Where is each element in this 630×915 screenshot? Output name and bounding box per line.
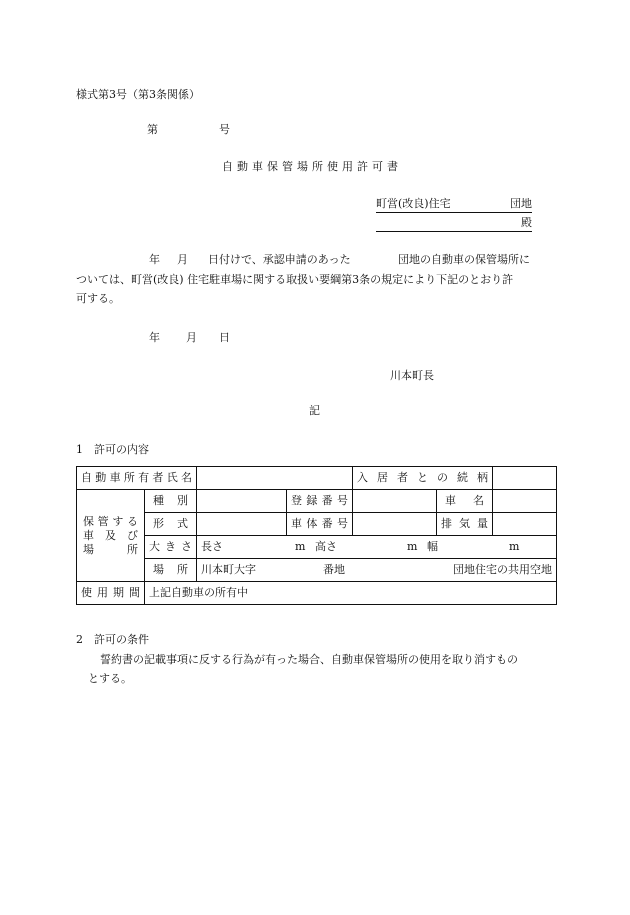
length-label: 長さ xyxy=(201,540,223,553)
relation-label: 入居者との続柄 xyxy=(353,467,493,490)
model-label: 形式 xyxy=(145,513,197,536)
permit-table xyxy=(76,466,557,605)
length-unit: m xyxy=(295,540,306,553)
width-label: 幅 xyxy=(427,540,438,553)
model-value[interactable] xyxy=(197,513,287,536)
date-year: 年 xyxy=(149,331,160,344)
condition-line-2: とする。 xyxy=(88,672,132,685)
table-row-place xyxy=(77,559,557,582)
reg-no-value[interactable] xyxy=(353,490,437,513)
reg-no-label: 登録番号 xyxy=(287,490,353,513)
table-row-period xyxy=(77,582,557,605)
place-banchi: 番地 xyxy=(323,563,345,576)
document-title: 自動車保管場所使用許可書 xyxy=(222,160,402,173)
paragraph-year: 年 xyxy=(149,253,160,266)
type-value[interactable] xyxy=(197,490,287,513)
height-label: 高さ xyxy=(315,540,337,553)
size-label: 大きさ xyxy=(145,536,197,559)
car-name-label: 車名 xyxy=(437,490,493,513)
paragraph-date-text: 日付けで、承認申請のあった xyxy=(208,253,351,266)
chassis-no-label: 車体番号 xyxy=(287,513,353,536)
displacement-value[interactable] xyxy=(493,513,557,536)
period-value: 上記自動車の所有中 xyxy=(145,582,557,605)
chassis-no-value[interactable] xyxy=(353,513,437,536)
relation-value[interactable] xyxy=(493,467,557,490)
paragraph-line-3: 可する。 xyxy=(76,292,120,305)
date-month: 月 xyxy=(186,331,197,344)
paragraph-line-2: ついては、町営(改良) 住宅駐車場に関する取扱い要綱第3条の規定により下記のとおり許 xyxy=(76,273,514,286)
owner-name-value[interactable] xyxy=(197,467,353,490)
form-number: 様式第3号（第3条関係） xyxy=(76,88,200,101)
owner-name-label: 自動車所有者氏名 xyxy=(77,467,197,490)
section-2-heading: 2 許可の条件 xyxy=(76,633,149,646)
issuer: 川本町長 xyxy=(390,369,434,382)
place-value[interactable] xyxy=(197,559,557,582)
height-unit: m xyxy=(407,540,418,553)
section-1-heading: 1 許可の内容 xyxy=(76,443,149,456)
number-suffix: 号 xyxy=(219,123,230,136)
table-row-owner xyxy=(77,467,557,490)
addressee-line-2 xyxy=(376,216,532,232)
number-prefix: 第 xyxy=(147,123,158,136)
addressee-dono: 殿 xyxy=(521,216,532,229)
paragraph-danchi-text: 団地の自動車の保管場所に xyxy=(398,253,530,266)
displacement-label: 排気量 xyxy=(437,513,493,536)
place-prefix: 川本町大字 xyxy=(201,563,256,576)
addressee-housing: 町営(改良)住宅 xyxy=(376,197,451,210)
table-row-model xyxy=(77,513,557,536)
storage-label: 保管する 車及び 場 所 xyxy=(77,490,145,582)
addressee-danchi: 団地 xyxy=(510,197,532,210)
place-suffix: 団地住宅の共用空地 xyxy=(453,563,552,576)
type-label: 種別 xyxy=(145,490,197,513)
period-label: 使用期間 xyxy=(77,582,145,605)
addressee-line-1 xyxy=(376,197,532,213)
condition-line-1: 誓約書の記載事項に反する行為が有った場合、自動車保管場所の使用を取り消すもの xyxy=(100,653,518,666)
date-day: 日 xyxy=(219,331,230,344)
place-label: 場所 xyxy=(145,559,197,582)
table-row-size xyxy=(77,536,557,559)
car-name-value[interactable] xyxy=(493,490,557,513)
ki-label: 記 xyxy=(309,404,320,417)
table-row-type xyxy=(77,490,557,513)
size-value[interactable] xyxy=(197,536,557,559)
paragraph-month: 月 xyxy=(177,253,188,266)
width-unit: m xyxy=(509,540,520,553)
